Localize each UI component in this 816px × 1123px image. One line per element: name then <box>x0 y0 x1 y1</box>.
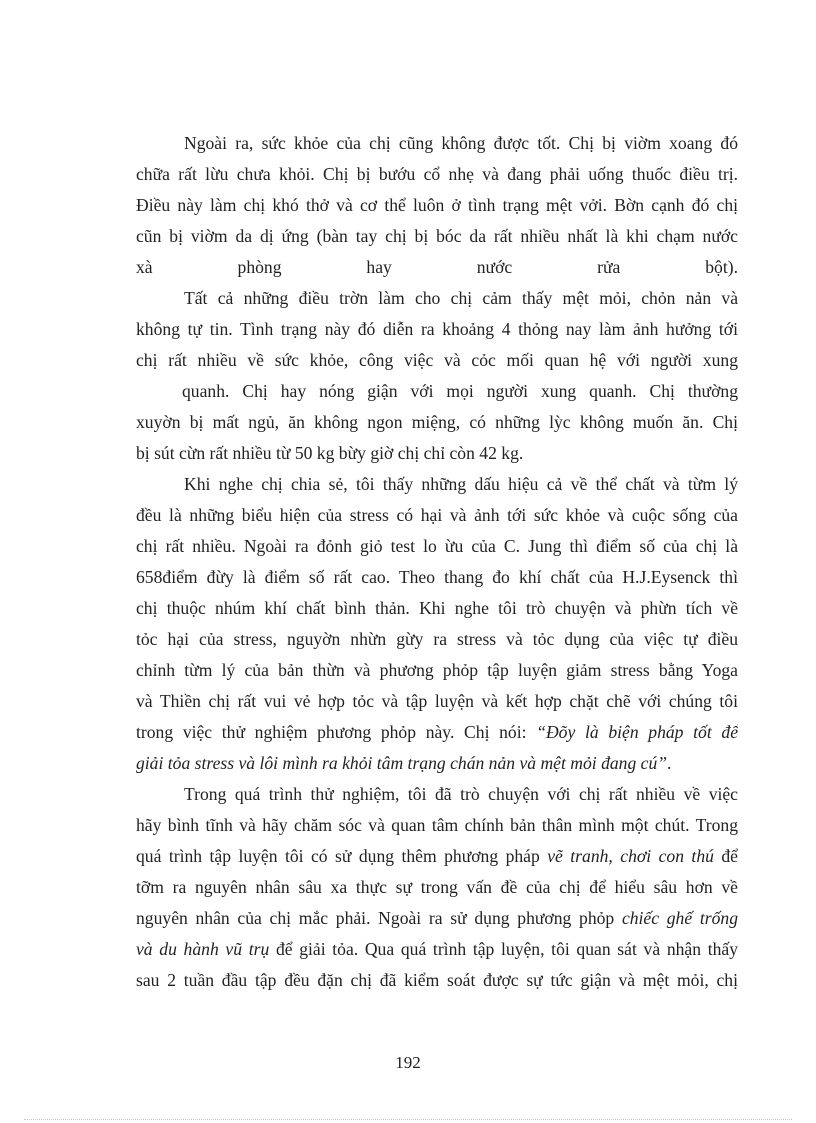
paragraph-4-line-5 <box>136 903 738 934</box>
paragraph-4-line-6 <box>136 934 738 965</box>
paragraph-3-line-10 <box>136 748 738 779</box>
paragraph-1-line-2 <box>136 159 738 190</box>
paragraph-2-line-3 <box>136 345 738 376</box>
text-run: trong việc thử nghiệm phương phỏp này. Chị nói: <box>136 722 537 742</box>
paragraph-1-line-1 <box>136 128 738 159</box>
paragraph-3-line-1 <box>136 469 738 500</box>
paragraph-4-line-4 <box>136 872 738 903</box>
text-run: xà phòng hay nước rửa bột). <box>136 257 738 277</box>
paragraph-3-line-7 <box>136 655 738 686</box>
method-name: và du hành vũ trụ <box>136 939 270 959</box>
text-run: quanh. Chị hay nóng giận với mọi người xung quanh. Chị thường <box>182 381 738 401</box>
text-run: . <box>667 753 672 773</box>
quote-text: giải tỏa stress và lôi mình ra khỏi tâm trạng chán nản và mệt mỏi đang cú” <box>136 753 668 773</box>
paragraph-2-line-5 <box>136 407 738 438</box>
page-bottom-divider <box>24 1119 792 1120</box>
paragraph-2-line-6 <box>136 438 738 469</box>
method-name: chiếc ghế trống <box>621 908 738 928</box>
paragraph-4-line-7 <box>136 965 738 996</box>
paragraph-1-line-5 <box>136 252 738 283</box>
text-run: chị rất nhiều. Ngoài ra đỏnh giỏ test lo ừu của C. Jung thì điểm số của chị là <box>136 536 738 556</box>
text-run: chị thuộc nhúm khí chất bình thản. Khi nghe tôi trò chuyện và phừn tích về <box>136 598 738 618</box>
text-run: 658điểm đừy là điểm số rất cao. Theo thang đo khí chất của H.J.Eysenck thì <box>136 567 738 587</box>
text-run: tỏc hại của stress, nguyờn nhừn gừy ra stress và tỏc dụng của việc tự điều <box>136 629 738 649</box>
text-run: hãy bình tĩnh và hãy chăm sóc và quan tâm chính bản thân mình một chút. Trong <box>136 815 738 835</box>
quote-text: “Đõy là biện pháp tốt để <box>536 722 738 742</box>
paragraph-3-line-6 <box>136 624 738 655</box>
paragraph-2-line-2 <box>136 314 738 345</box>
paragraph-3-line-8 <box>136 686 738 717</box>
text-run: Khi nghe chị chia sẻ, tôi thấy những dấu hiệu cả về thể chất và từm lý <box>184 474 738 494</box>
paragraph-3-line-5 <box>136 593 738 624</box>
text-run: Trong quá trình thử nghiệm, tôi đã trò chuyện với chị rất nhiều về việc <box>184 784 738 804</box>
body-text <box>136 128 738 996</box>
paragraph-4-line-2 <box>136 810 738 841</box>
text-run: chữa rất lừu chưa khỏi. Chị bị bướu cổ nhẹ và đang phải uống thuốc điều trị. <box>136 164 738 184</box>
text-run: Tất cả những điều trờn làm cho chị cảm thấy mệt mỏi, chỏn nản và <box>184 288 738 308</box>
text-run: quá trình tập luyện tôi có sử dụng thêm phương pháp <box>136 846 548 866</box>
text-run: bị sút cừn rất nhiều từ 50 kg bừy giờ chị chỉ còn 42 kg. <box>136 443 524 463</box>
paragraph-3-line-3 <box>136 531 738 562</box>
text-run: cũn bị viờm da dị ứng (bàn tay chị bị bóc da rất nhiều nhất là khi chạm nước <box>136 226 738 246</box>
text-run: xuyờn bị mất ngủ, ăn không ngon miệng, có những lỳc không muốn ăn. Chị <box>136 412 738 432</box>
text-run: để giải tỏa. Qua quá trình tập luyện, tôi quan sát và nhận thấy <box>275 939 738 959</box>
text-run: đều là những biểu hiện của stress có hại và ảnh tới sức khỏe và cuộc sống của <box>136 505 738 525</box>
text-run: Ngoài ra, sức khỏe của chị cũng không được tốt. Chị bị viờm xoang đó <box>184 133 738 153</box>
paragraph-1-line-3 <box>136 190 738 221</box>
text-run: không tự tin. Tình trạng này đó diễn ra khoảng 4 thỏng nay làm ảnh hưởng tới <box>136 319 738 339</box>
page-number: 192 <box>395 1053 421 1072</box>
text-run: sau 2 tuần đầu tập đều đặn chị đã kiểm soát được sự tức giận và mệt mỏi, chị <box>136 970 738 990</box>
text-run: và Thiền chị rất vui vẻ hợp tỏc và tập luyện và kết hợp chặt chẽ với chúng tôi <box>136 691 738 711</box>
text-run: tỡm ra nguyên nhân sâu xa thực sự trong vấn đề của chị để hiểu sâu hơn về <box>136 877 738 897</box>
paragraph-3-line-4 <box>136 562 738 593</box>
paragraph-4-line-3 <box>136 841 738 872</box>
text-run: chị rất nhiều về sức khỏe, công việc và cỏc mối quan hệ với người xung <box>136 350 738 370</box>
paragraph-3-line-9 <box>136 717 738 748</box>
paragraph-1-line-4 <box>136 221 738 252</box>
method-name: vẽ tranh, chơi con thú <box>547 846 714 866</box>
text-run: nguyên nhân của chị mắc phải. Ngoài ra sử dụng phương phỏp <box>136 908 622 928</box>
text-run: chỉnh từm lý của bản thừn và phương phỏp tập luyện giảm stress bằng Yoga <box>136 660 738 680</box>
paragraph-4-line-1 <box>136 779 738 810</box>
paragraph-2-line-4 <box>136 376 738 407</box>
paragraph-2-line-1 <box>136 283 738 314</box>
text-run: để <box>721 846 738 866</box>
paragraph-3-line-2 <box>136 500 738 531</box>
text-run: Điều này làm chị khó thở và cơ thể luôn ở tình trạng mệt vởi. Bờn cạnh đó chị <box>136 195 738 215</box>
